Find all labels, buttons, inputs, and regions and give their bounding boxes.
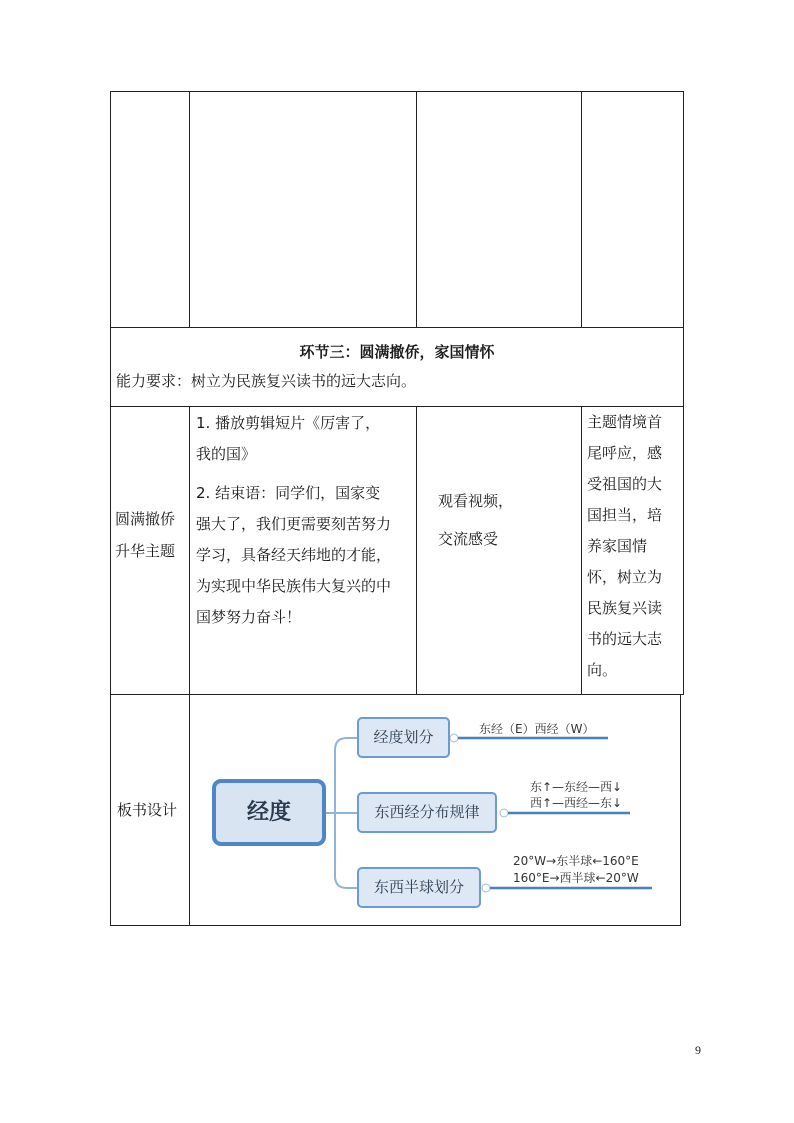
- teacher-line: 我的国》: [196, 445, 257, 463]
- purpose-line: 养家国情: [587, 537, 648, 555]
- table-border-right: [683, 91, 684, 695]
- ability-requirement: 能力要求：树立为民族复兴读书的远大志向。: [116, 372, 417, 390]
- table-col-divider: [416, 406, 417, 695]
- teacher-line: 国梦努力奋斗！: [196, 608, 302, 626]
- purpose-line: 书的远大志: [587, 630, 663, 648]
- row-label-line: 圆满撤侨: [115, 510, 176, 528]
- purpose-line: 怀，树立为: [587, 568, 663, 586]
- purpose-line: 民族复兴读: [587, 599, 663, 617]
- purpose-line: 受祖国的大: [587, 475, 663, 493]
- table-row-divider: [110, 694, 684, 695]
- mindmap-branch-longitude-division: 经度划分: [357, 717, 450, 758]
- section-title: 环节三：圆满撤侨，家国情怀: [299, 343, 495, 361]
- mindmap-branch-distribution-rule: 东西经分布规律: [357, 792, 497, 833]
- table-border-top: [110, 91, 684, 92]
- teacher-line: 为实现中华民族伟大复兴的中: [196, 577, 392, 595]
- table-col-divider: [416, 91, 417, 327]
- table-border-right: [680, 694, 681, 926]
- board-design-label: 板书设计: [117, 801, 178, 819]
- row-label-line: 升华主题: [115, 542, 176, 560]
- mindmap-detail: 东经（E）西经（W）: [479, 722, 595, 736]
- teacher-line: 1. 播放剪辑短片《厉害了，: [196, 414, 381, 432]
- purpose-line: 国担当，培: [587, 506, 663, 524]
- table-col-divider: [189, 91, 190, 327]
- mindmap-detail: 160°E→西半球←20°W: [513, 871, 639, 885]
- student-line: 交流感受: [438, 530, 499, 548]
- table-border-bottom: [110, 925, 681, 926]
- mindmap-root: 经度: [212, 779, 326, 846]
- mindmap-detail: 东↑—东经—西↓: [530, 780, 623, 794]
- teacher-line: 2. 结束语：同学们，国家变: [196, 484, 381, 502]
- table-col-divider: [581, 91, 582, 327]
- purpose-line: 向。: [587, 661, 618, 679]
- mindmap-detail: 20°W→东半球←160°E: [513, 854, 639, 868]
- teacher-line: 学习，具备经天纬地的才能，: [196, 546, 392, 564]
- student-line: 观看视频，: [438, 492, 514, 510]
- purpose-line: 主题情境首: [587, 413, 663, 431]
- table-col-divider: [581, 406, 582, 695]
- purpose-line: 尾呼应，感: [587, 444, 663, 462]
- mindmap-branch-hemisphere-division: 东西半球划分: [357, 867, 481, 908]
- page-number: 9: [695, 1043, 701, 1057]
- teacher-line: 强大了，我们更需要刻苦努力: [196, 515, 392, 533]
- mindmap-detail: 西↑—西经—东↓: [530, 796, 623, 810]
- table-row-divider: [110, 327, 684, 328]
- table-border-left: [110, 91, 111, 926]
